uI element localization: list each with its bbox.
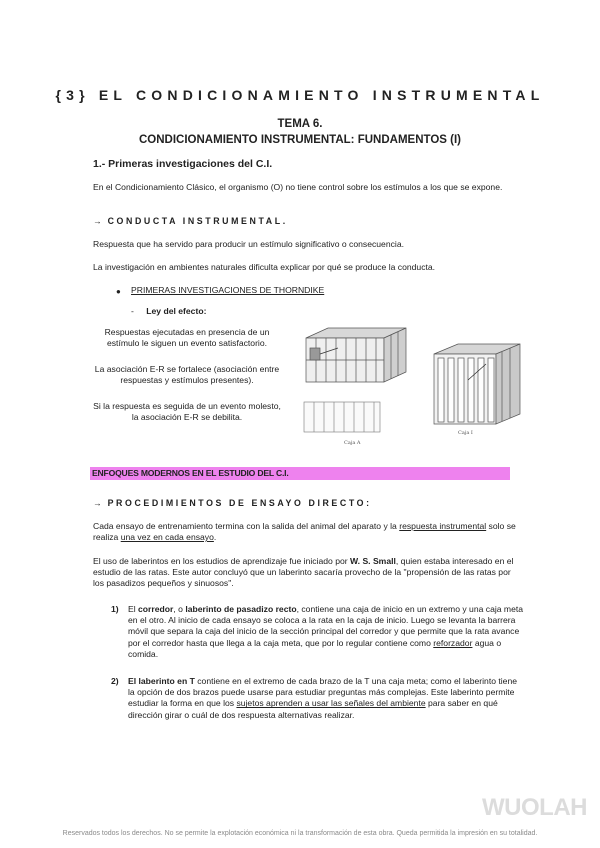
- list-number: 1): [111, 604, 119, 614]
- text-span: agua o comida.: [128, 637, 502, 659]
- underlined-reforzador: reforzador: [433, 637, 473, 648]
- list-item-body: [128, 604, 525, 660]
- arrow-right-icon: →: [93, 498, 102, 508]
- text-span: Cada ensayo de entrenamiento termina con la salida del animal del aparato y la: [93, 521, 400, 531]
- ley-efecto-line: [131, 306, 206, 317]
- puzzle-box-i: [434, 344, 520, 424]
- bold-term: El laberinto en T: [128, 676, 195, 686]
- list-number: 2): [111, 676, 119, 686]
- laberintos-paragraph: [93, 556, 518, 590]
- text-span: .: [213, 532, 217, 543]
- dash-marker: -: [131, 306, 134, 316]
- copyright-footer: Reservados todos los derechos. No se permite la explotación económica ni la transformación de esta obra. Queda permitida la impresión en su totalidad.: [62, 830, 538, 837]
- tema-title: [0, 117, 600, 148]
- wuolah-watermark-logo: WUOLAH: [482, 794, 587, 821]
- section1-heading: 1.- Primeras investigaciones del C.I.: [93, 158, 273, 170]
- ley-efecto-text-2: La asociación E-R se fortalece (asociación entre respuestas y estímulos presentes).: [94, 364, 280, 386]
- ensayo-directo-paragraph: [93, 521, 518, 543]
- caja-a-label: Caja A: [344, 440, 361, 446]
- list-item-corredor: [0, 604, 600, 666]
- bullet-icon: ●: [116, 287, 121, 296]
- thorndike-bullet: PRIMERAS INVESTIGACIONES DE THORNDIKE: [131, 285, 325, 295]
- underlined-una-vez: una vez en cada ensayo: [120, 532, 214, 543]
- author-name: W. S. Small: [350, 556, 396, 566]
- procedimientos-heading-text: PROCEDIMIENTOS DE ENSAYO DIRECTO:: [107, 498, 372, 508]
- ley-efecto-text-1: Respuestas ejecutadas en presencia de un estímulo le siguen un evento satisfactorio.: [104, 327, 270, 349]
- text-span: El: [128, 604, 139, 614]
- chapter-title: {3} EL CONDICIONAMIENTO INSTRUMENTAL: [55, 87, 545, 103]
- conducta-heading-text: CONDUCTA INSTRUMENTAL.: [107, 216, 288, 226]
- conducta-paragraph-2: La investigación en ambientes naturales dificulta explicar por qué se produce la conducta.: [93, 262, 436, 272]
- bold-term: corredor: [138, 604, 174, 614]
- text-span: para saber en qué dirección girar o cuál de dos respuesta alternativas realizar.: [128, 698, 498, 720]
- tema-subtitle: CONDICIONAMIENTO INSTRUMENTAL: FUNDAMENTOS (I): [139, 133, 461, 146]
- ley-efecto-text-3: Si la respuesta es seguida de un evento molesto, la asociación E-R se debilita.: [93, 401, 281, 423]
- text-span: solo se realiza: [93, 521, 516, 543]
- text-span: El uso de laberintos en los estudios de aprendizaje fue iniciado por: [93, 556, 351, 566]
- text-span: , quien estaba interesado en el estudio de las ratas. Este autor concluyó que un laberinto sacaría provecho de la "propensión de las ratas por los pasadizos pequeños y sinuosos".: [93, 556, 514, 589]
- puzzle-box-a-floor: [304, 402, 380, 432]
- arrow-right-icon: →: [93, 216, 102, 226]
- conducta-heading: [93, 216, 288, 227]
- procedimientos-heading: [93, 498, 372, 509]
- underlined-respuesta-instrumental: respuesta instrumental: [399, 521, 487, 531]
- text-span: contiene en el extremo de cada brazo de la T una caja meta; como el laberinto tiene la opción de dos brazos puede usarse para estudiar preguntas más complejas. Este laberinto permite estudiar la forma en que los: [128, 676, 518, 709]
- section1-intro: En el Condicionamiento Clásico, el organismo (O) no tiene control sobre los estímulos a los que se expone.: [93, 182, 503, 192]
- enfoques-modernos-highlight: ENFOQUES MODERNOS EN EL ESTUDIO DEL C.I.: [90, 467, 510, 480]
- list-item-laberinto-t: [0, 676, 600, 738]
- text-span: , o: [173, 604, 186, 614]
- bold-term: laberinto de pasadizo recto: [185, 604, 297, 614]
- conducta-paragraph-1: Respuesta que ha servido para producir un estímulo significativo o consecuencia.: [93, 239, 404, 249]
- tema-number: TEMA 6.: [277, 118, 323, 130]
- caja-i-label: Caja I: [458, 430, 473, 436]
- text-span: , contiene una caja de inicio en un extremo y una caja meta en el otro. Al inicio de cada ensayo se coloca a la rata en la caja de inicio. Luego se levanta la barrera móvil que separa la caja del inicio de la sección principal del corredor y que permite que la rata avance por el corredor hasta que llega a la caja meta, que por lo regular contiene como: [128, 604, 524, 648]
- list-item-body: [128, 676, 525, 721]
- puzzle-box-a: [306, 328, 406, 382]
- thorndike-puzzle-box-figure: [298, 320, 526, 458]
- underlined-sujetos-aprenden: sujetos aprenden a usar las señales del ambiente: [236, 698, 426, 709]
- ley-efecto-title: Ley del efecto:: [146, 306, 207, 316]
